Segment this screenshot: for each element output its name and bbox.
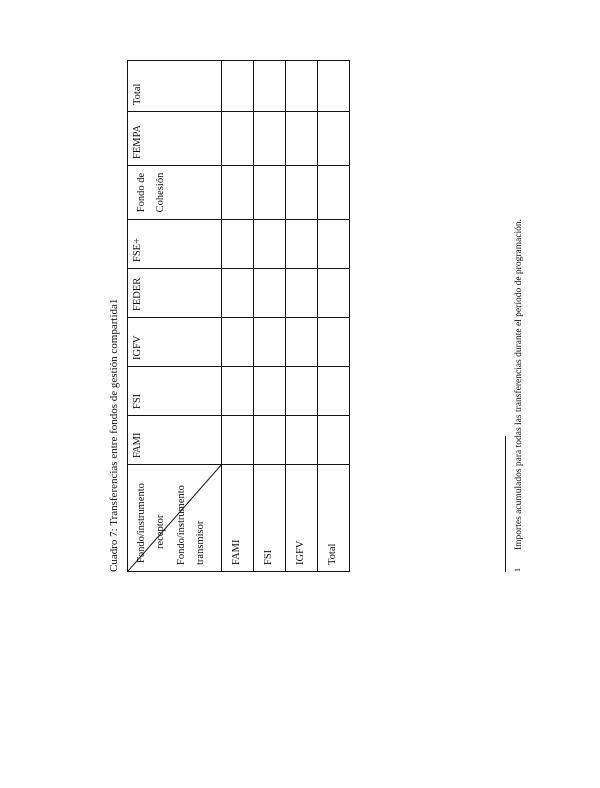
table-cell — [254, 367, 286, 416]
table-cell — [286, 367, 318, 416]
column-header-fondo-cohesion: Fondo de Cohesión — [128, 166, 222, 220]
table-cell — [254, 112, 286, 166]
table-row — [254, 61, 286, 572]
table-cell — [222, 269, 254, 318]
transfers-table — [127, 60, 350, 572]
footnote-number: 1 — [513, 568, 522, 572]
table-cell — [254, 166, 286, 220]
corner-transmisor-label — [172, 485, 210, 565]
row-header-fami: FAMI — [222, 465, 254, 572]
table-cell — [254, 61, 286, 112]
column-header-fami: FAMI — [128, 416, 222, 465]
table-cell — [222, 416, 254, 465]
column-header-fempa: FEMPA — [128, 112, 222, 166]
table-cell — [254, 318, 286, 367]
corner-receptor-label — [132, 483, 170, 563]
footnote-text: Importes acumulados para todas las transferencias durante el período de programación. — [514, 218, 524, 550]
table-cell — [318, 61, 350, 112]
column-header-total: Total — [128, 61, 222, 112]
corner-receptor-line2: receptor — [155, 514, 166, 549]
header-row — [128, 61, 222, 572]
table-cell — [222, 112, 254, 166]
table-cell — [254, 269, 286, 318]
table-cell — [254, 416, 286, 465]
table-cell — [222, 318, 254, 367]
table-cell — [286, 112, 318, 166]
table-row — [318, 61, 350, 572]
row-header-total: Total — [318, 465, 350, 572]
table-cell — [286, 269, 318, 318]
table-row — [286, 61, 318, 572]
table-cell — [222, 61, 254, 112]
corner-transmisor-line2: transmisor — [195, 520, 206, 565]
table-cell — [286, 318, 318, 367]
row-header-fsi: FSI — [254, 465, 286, 572]
table-cell — [286, 61, 318, 112]
table-cell — [222, 166, 254, 220]
table-cell — [318, 318, 350, 367]
corner-header-cell — [128, 465, 222, 572]
row-header-igfv: IGFV — [286, 465, 318, 572]
table-cell — [318, 220, 350, 269]
table-cell — [318, 367, 350, 416]
corner-receptor-line1: Fondo/instrumento — [136, 483, 147, 563]
table-cell — [286, 416, 318, 465]
column-header-fsi: FSI — [128, 367, 222, 416]
table-row — [222, 61, 254, 572]
footnote-separator — [505, 436, 506, 572]
table-cell — [222, 367, 254, 416]
table-cell — [318, 166, 350, 220]
table-caption: Cuadro 7: Transferencias entre fondos de gestión compartida1 — [108, 298, 120, 572]
table-cell — [254, 220, 286, 269]
corner-transmisor-line1: Fondo/instrumento — [176, 485, 187, 565]
table-cell — [318, 112, 350, 166]
column-header-feder: FEDER — [128, 269, 222, 318]
table-cell — [286, 166, 318, 220]
table-cell — [286, 220, 318, 269]
table-cell — [318, 416, 350, 465]
column-header-igfv: IGFV — [128, 318, 222, 367]
column-header-fse-plus: FSE+ — [128, 220, 222, 269]
table-cell — [318, 269, 350, 318]
table-cell — [222, 220, 254, 269]
